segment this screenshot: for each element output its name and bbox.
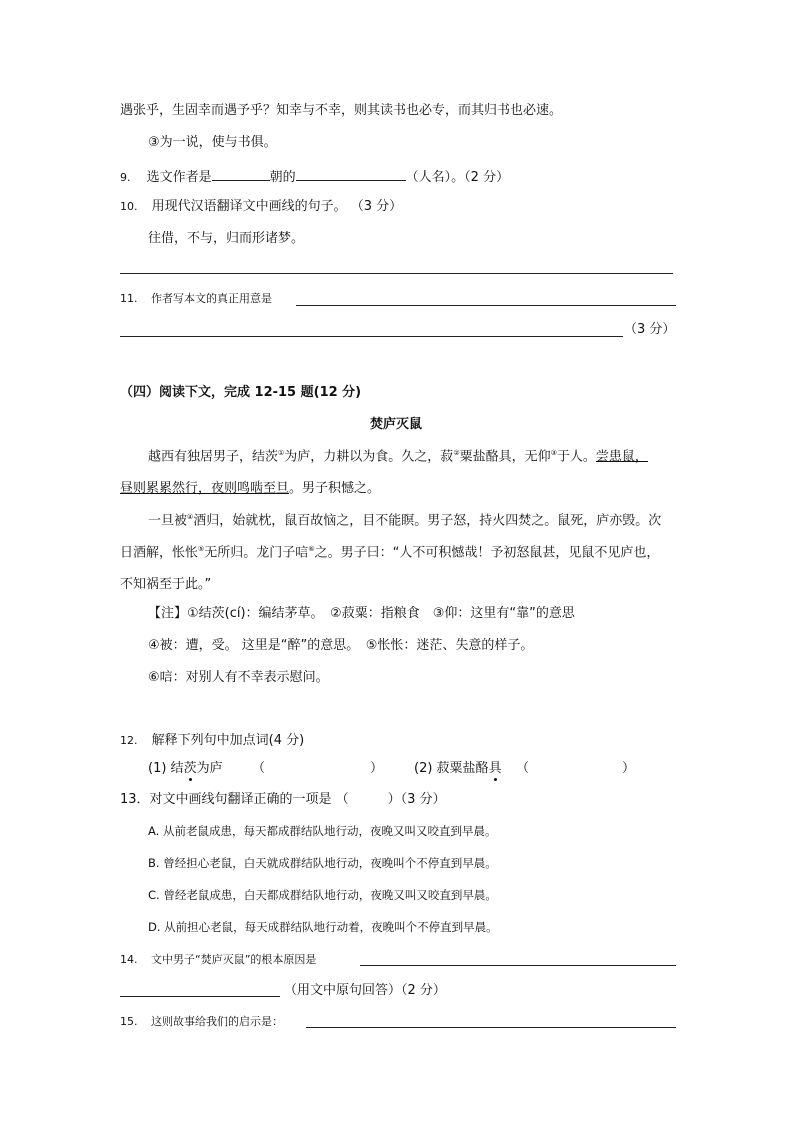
question-number: 14.	[120, 953, 138, 966]
question-number: 12.	[120, 734, 138, 747]
question-number: 15.	[120, 1015, 138, 1028]
passage-line: 遇张乎，生固幸而遇予乎？知幸与不幸，则其读书也必专，而其归书也必速。	[120, 103, 563, 118]
option-b[interactable]: B. 曾经担心老鼠，白天就成群结队地行动，夜晚叫个不停直到早晨。	[148, 856, 497, 870]
question-text: 选文作者是	[146, 170, 212, 185]
answer-blank[interactable]	[262, 762, 368, 775]
question-11	[120, 293, 272, 304]
passage-line: ③为一说，使与书俱。	[148, 135, 277, 150]
question-text: 这则故事给我们的启示是：	[151, 1015, 283, 1028]
underlined-sentence: 昼则累累然行，夜则鸣啮至旦	[120, 481, 290, 496]
note-line: ④被：遭，受。 这里是“醉”的意思。 ⑤怅怅：迷茫、失意的样子。	[148, 638, 534, 653]
answer-line[interactable]	[306, 1027, 676, 1028]
paren-close: ）	[370, 761, 384, 776]
q12-item-1: (1) 结茨为庐	[148, 761, 223, 776]
quoted-sentence: 往借，不与，归而形诸梦。	[148, 231, 305, 246]
question-number: 10.	[120, 200, 138, 213]
question-number: 11.	[120, 292, 138, 305]
passage-line: 昼则累累然行，夜则鸣啮至旦。男子积憾之。	[120, 481, 381, 496]
answer-line[interactable]	[120, 996, 280, 997]
question-text: 朝的	[269, 170, 296, 185]
answer-line[interactable]	[360, 965, 676, 966]
question-number: 9.	[120, 171, 131, 184]
question-14	[120, 954, 316, 965]
answer-blank[interactable]	[296, 168, 406, 181]
answer-blank[interactable]	[212, 168, 270, 181]
option-c[interactable]: C. 曾经老鼠成患，白天都成群结队地行动，夜晚又叫又咬直到早晨。	[148, 888, 497, 902]
paren-open: （	[516, 761, 530, 776]
option-d[interactable]: D. 从前担心老鼠，每天成群结队地行动着，夜晚叫个不停直到早晨。	[148, 920, 498, 934]
question-13: 13．对文中画线句翻译正确的一项是 （ ）（3 分）	[120, 792, 446, 807]
answer-line[interactable]	[120, 273, 673, 274]
question-10	[120, 200, 402, 213]
question-9	[120, 168, 509, 184]
underlined-sentence: 尝患鼠，	[595, 449, 648, 465]
passage-line: 一旦被④酒归，始就枕，鼠百故恼之，目不能瞑。男子怒，持火四焚之。鼠死，庐亦毁。次	[148, 513, 662, 529]
score-label: （3 分）	[624, 322, 676, 337]
question-text: 用现代汉语翻译文中画线的句子。 （3 分）	[151, 199, 403, 214]
passage-title: 焚庐灭鼠	[370, 417, 423, 432]
note-line: 【注】①结茨(cí)：编结茅草。 ②菽粟：指粮食 ③仰：这里有“靠”的意思	[148, 606, 575, 621]
question-text: 文中男子“焚庐灭鼠”的根本原因是	[151, 953, 317, 966]
section-heading: （四）阅读下文，完成 12-15 题(12 分)	[120, 385, 362, 400]
note-line: ⑥唁：对别人有不幸表示慰问。	[148, 670, 329, 685]
paren-open: （	[252, 761, 266, 776]
question-text: （用文中原句回答）（2 分）	[284, 983, 446, 998]
question-text: 作者写本文的真正用意是	[151, 292, 272, 305]
passage-line: 不知祸至于此。”	[120, 577, 212, 592]
passage-line: 越西有独居男子，结茨①为庐，力耕以为食。久之，菽②粟盐酪具，无仰③于人。尝患鼠，	[148, 449, 648, 465]
answer-line[interactable]	[296, 305, 676, 306]
paren-close: ）	[622, 761, 636, 776]
answer-blank[interactable]	[528, 762, 618, 775]
question-text: 解释下列句中加点词(4 分)	[151, 733, 305, 748]
question-text: （人名）。（2 分）	[405, 170, 510, 185]
option-a[interactable]: A. 从前老鼠成患，每天都成群结队地行动，夜晚又叫又咬直到早晨。	[148, 824, 497, 838]
q12-item-2: (2) 菽粟盐酪具	[414, 761, 502, 776]
question-15	[120, 1016, 283, 1027]
answer-line[interactable]	[120, 336, 623, 337]
question-12	[120, 734, 304, 747]
passage-line: 日酒解，怅怅⑤无所归。龙门子唁⑥之。男子曰：“人不可积憾哉！予初怒鼠甚，见鼠不见庐也，	[120, 545, 660, 561]
